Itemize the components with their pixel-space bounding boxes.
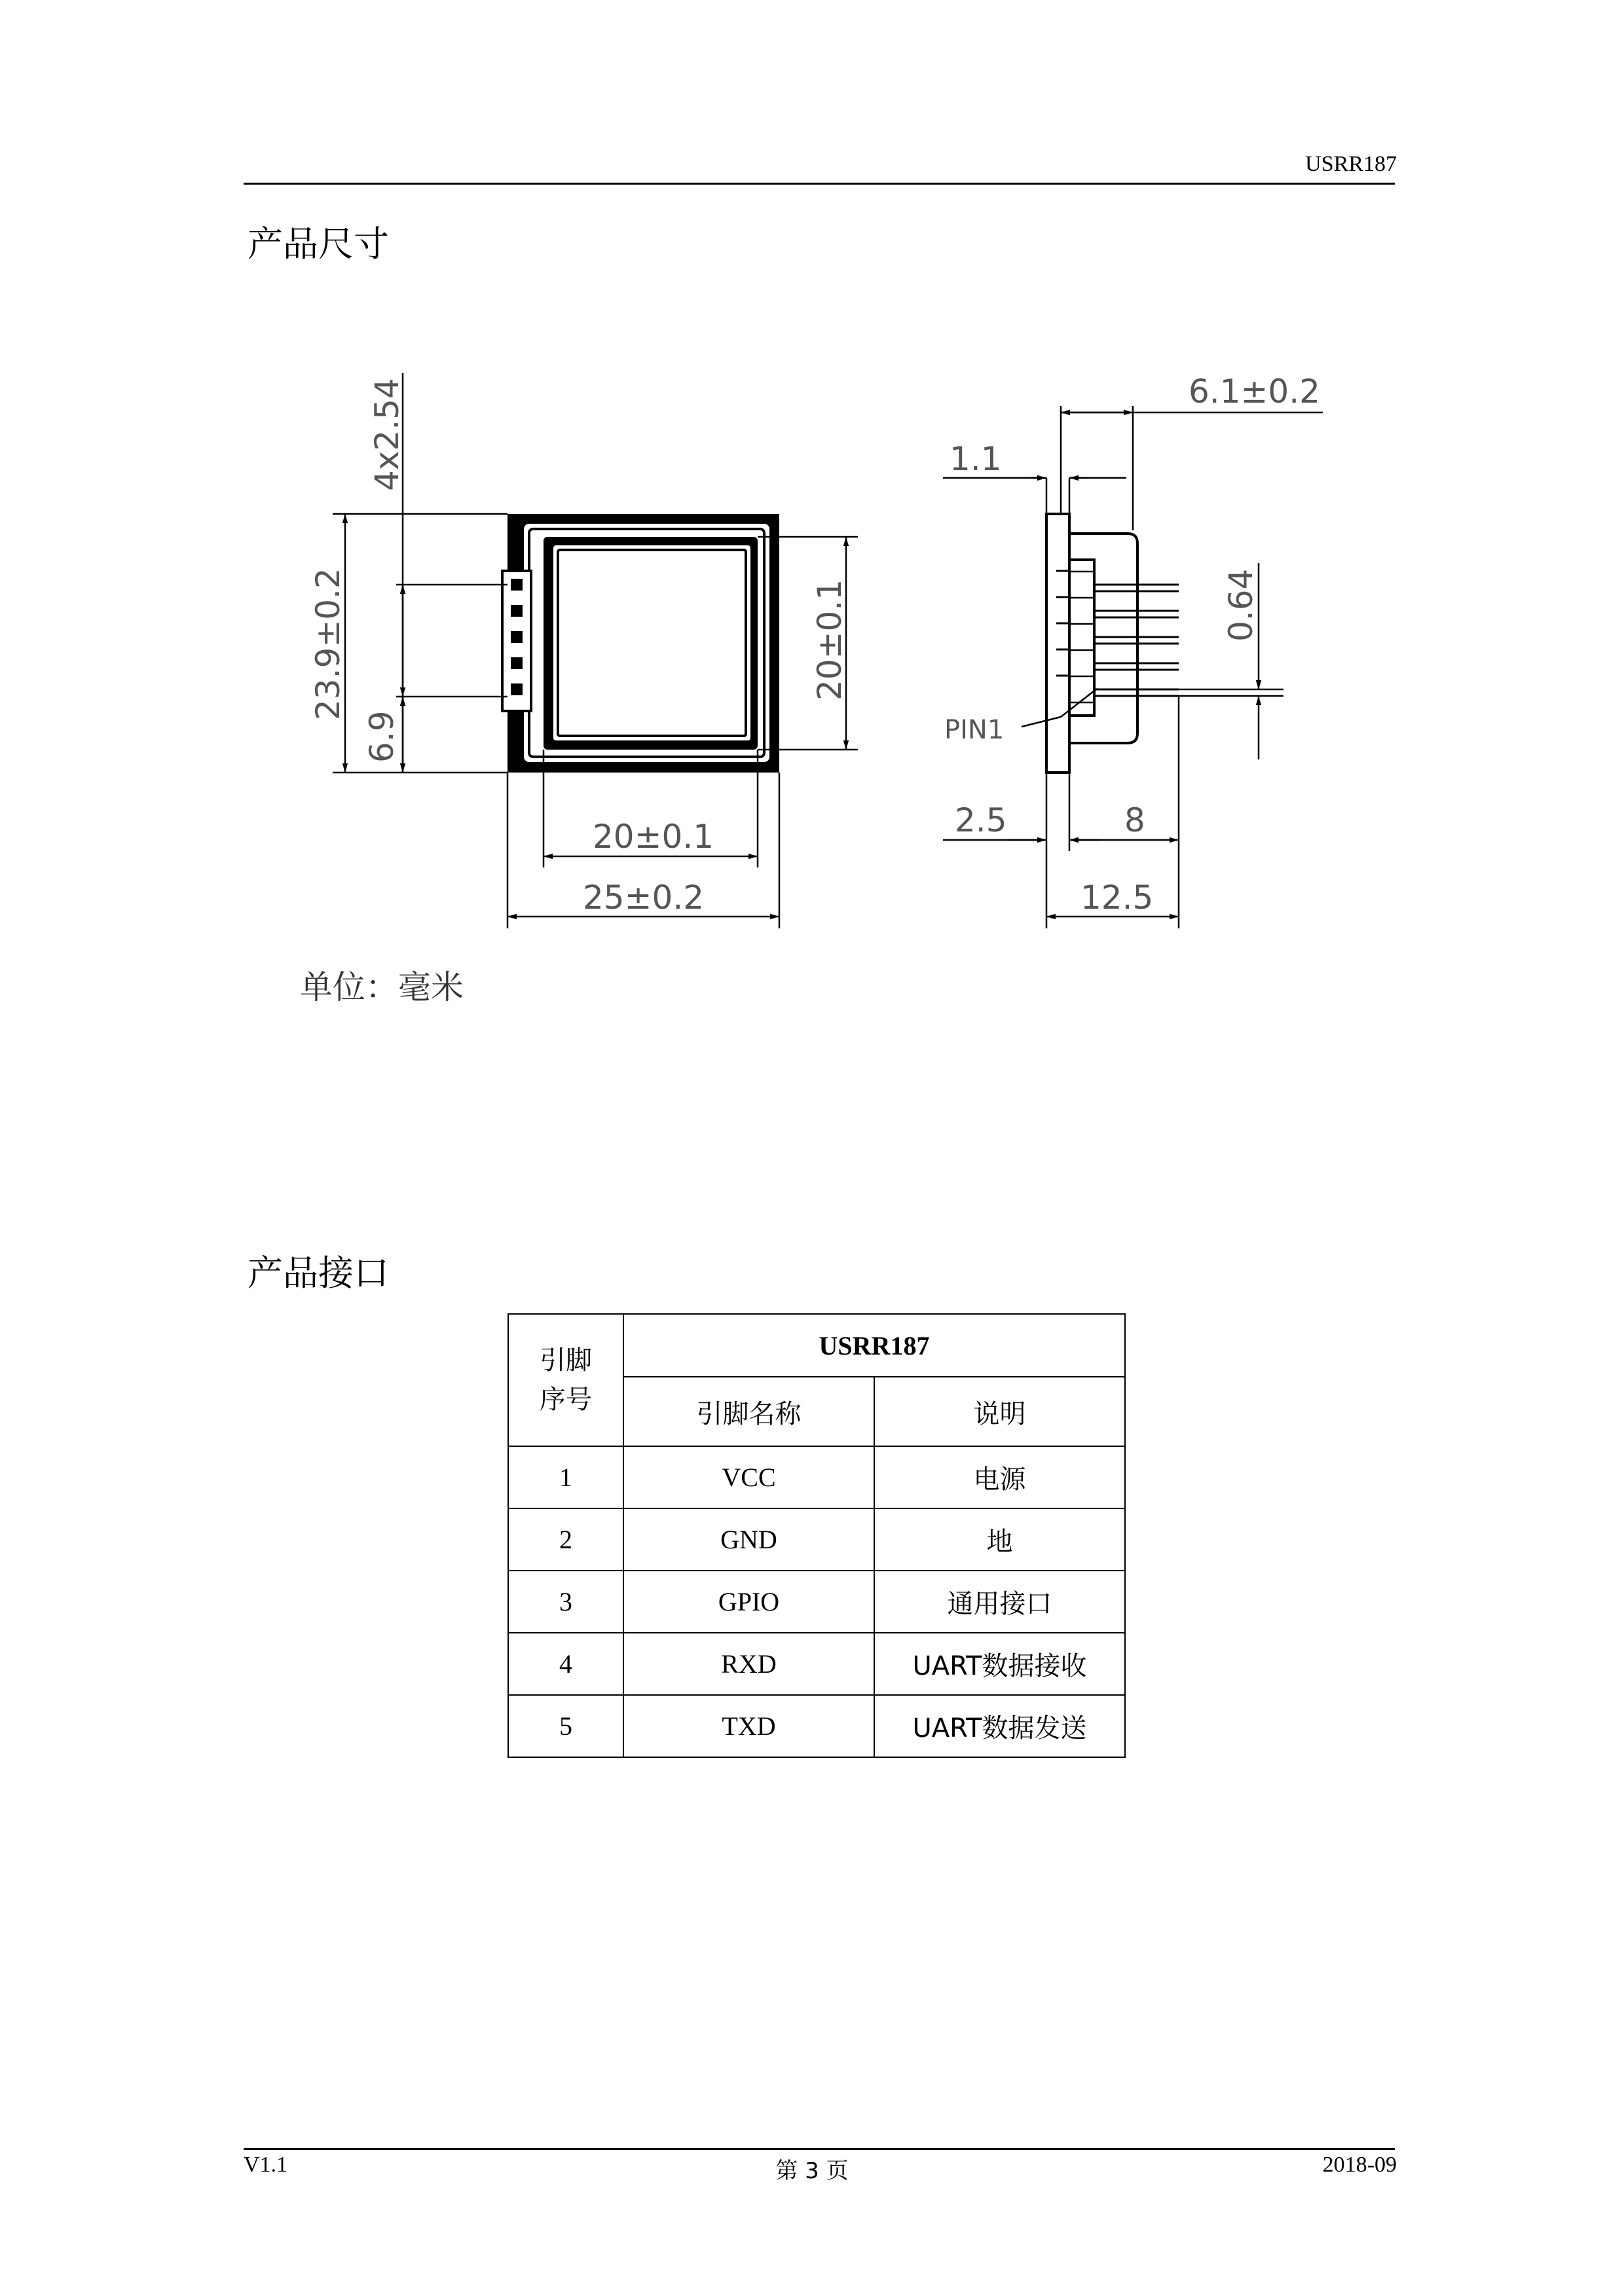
dimension-drawing bbox=[295, 354, 1356, 956]
label-offset: 2.5 bbox=[955, 801, 1007, 839]
pin-name: VCC bbox=[623, 1446, 874, 1508]
section-title-dimensions: 产品尺寸 bbox=[248, 223, 389, 264]
table-row bbox=[508, 1571, 1125, 1633]
section-title-interface: 产品接口 bbox=[248, 1252, 389, 1294]
table-row bbox=[508, 1633, 1125, 1695]
front-view bbox=[502, 514, 779, 773]
label-pin-diameter: 0.64 bbox=[1222, 568, 1260, 642]
pin-no: 2 bbox=[508, 1508, 623, 1571]
label-pin-length: 8 bbox=[1124, 801, 1145, 839]
pin-desc: 地 bbox=[874, 1508, 1125, 1571]
side-view bbox=[1046, 514, 1179, 773]
pin-desc: 通用接口 bbox=[874, 1571, 1125, 1633]
pin-table bbox=[507, 1313, 1126, 1758]
label-pitch: 4x2.54 bbox=[368, 378, 406, 491]
pin-desc: UART数据接收 bbox=[874, 1633, 1125, 1695]
pin-name: GPIO bbox=[623, 1571, 874, 1633]
pin-no: 1 bbox=[508, 1446, 623, 1508]
pin-name: RXD bbox=[623, 1633, 874, 1695]
table-row bbox=[508, 1446, 1125, 1508]
label-board-thickness: 1.1 bbox=[950, 440, 1002, 478]
footer-version: V1.1 bbox=[244, 2153, 288, 2177]
footer-rule bbox=[244, 2148, 1395, 2150]
label-total-length: 12.5 bbox=[1080, 879, 1154, 917]
table-row bbox=[508, 1508, 1125, 1571]
header-doc-name: USRR187 bbox=[1305, 152, 1397, 176]
header-rule bbox=[244, 183, 1395, 185]
pin-no-header: 引脚 序号 bbox=[508, 1314, 623, 1446]
label-inner-width: 20±0.1 bbox=[593, 818, 714, 856]
label-total-thickness: 6.1±0.2 bbox=[1189, 373, 1320, 410]
desc-header: 说明 bbox=[874, 1377, 1125, 1446]
label-height: 23.9±0.2 bbox=[309, 568, 347, 720]
pin-desc: 电源 bbox=[874, 1446, 1125, 1508]
pin-no: 5 bbox=[508, 1695, 623, 1757]
pin-name: TXD bbox=[623, 1695, 874, 1757]
pin-desc: UART数据发送 bbox=[874, 1695, 1125, 1757]
pin-name: GND bbox=[623, 1508, 874, 1571]
label-pin-offset: 6.9 bbox=[363, 710, 401, 763]
name-header: 引脚名称 bbox=[623, 1377, 874, 1446]
label-pin1: PIN1 bbox=[944, 715, 1005, 745]
pin-no: 3 bbox=[508, 1571, 623, 1633]
unit-note: 单位：毫米 bbox=[300, 968, 464, 1006]
label-inner-height: 20±0.1 bbox=[811, 579, 849, 701]
pin-no: 4 bbox=[508, 1633, 623, 1695]
table-row bbox=[508, 1695, 1125, 1757]
label-width: 25±0.2 bbox=[583, 879, 705, 917]
footer-page-number: 第 3 页 bbox=[775, 2158, 849, 2184]
footer-date: 2018-09 bbox=[1322, 2153, 1397, 2177]
model-header: USRR187 bbox=[623, 1314, 1125, 1377]
